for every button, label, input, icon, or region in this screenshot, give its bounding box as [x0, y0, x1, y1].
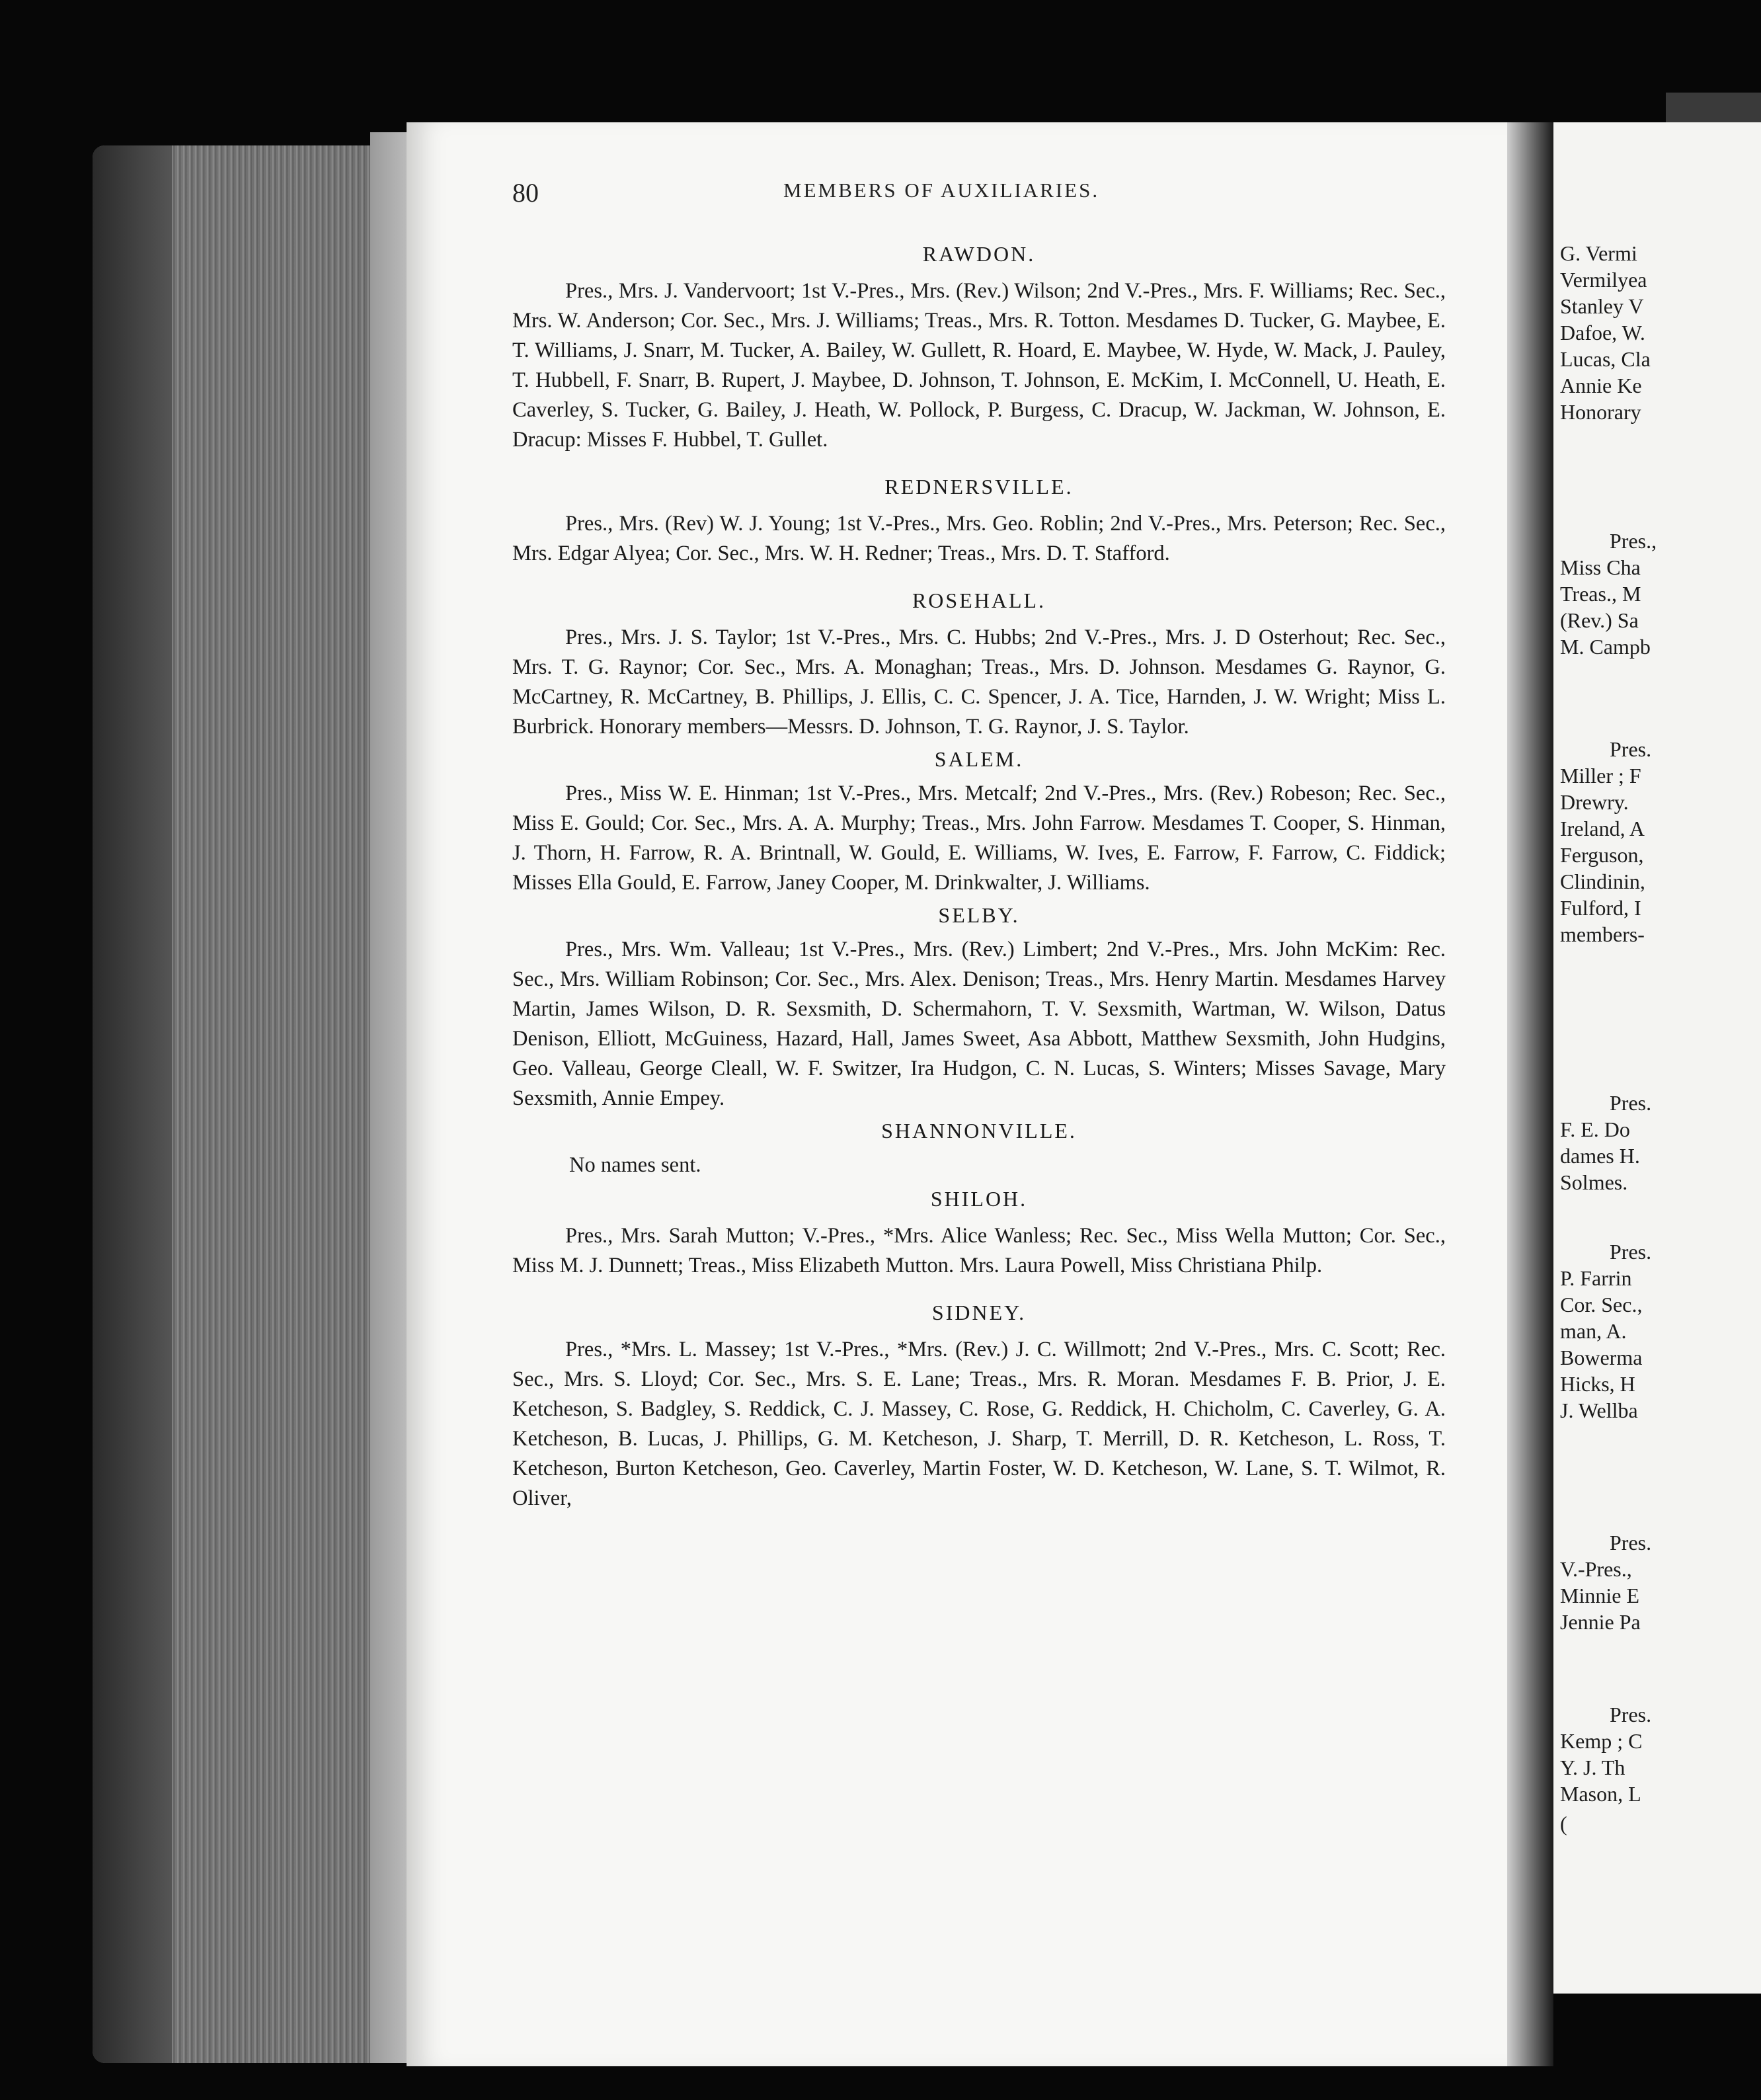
section-text: Pres., Mrs. (Rev) W. J. Young; 1st V.-Pres., Mrs. Geo. Roblin; 2nd V.-Pres., Mrs. Peterson; Rec. Sec., Mrs. Edgar Alyea; Cor. Sec., Mrs. W. H. Redner; Treas., Mrs. D. T. Stafford.	[512, 512, 1446, 565]
page-number: 80	[512, 178, 539, 208]
running-head: MEMBERS OF AUXILIARIES.	[783, 179, 1100, 202]
facing-page-line: Fulford, I	[1560, 896, 1641, 920]
section-title: RAWDON.	[922, 242, 1036, 266]
facing-page-line: Hicks, H	[1560, 1372, 1635, 1396]
facing-page-line: dames H.	[1560, 1144, 1640, 1168]
section-text: Pres., *Mrs. L. Massey; 1st V.-Pres., *Mrs. (Rev.) J. C. Willmott; 2nd V.-Pres., Mrs. C. Scott; Rec. Sec., Mrs. S. Lloyd; Cor. Sec., Mrs. S. E. Lane; Treas., Mrs. R. Moran. Mesdames F. B. Prior, J. E. Ketcheson, S. Badgley, S. Reddick, C. J. Massey, C. Rose, G. Reddick, H. Chicholm, C. Caverley, G. A. Ketcheson, B. Lucas, J. Phillips, G. M. Ketcheson, J. Sharp, T. Merrill, D. R. Ketcheson, L. Ross, T. Ketcheson, Burton Ketcheson, Geo. Caverley, Martin Foster, W. D. Ketcheson, W. Lane, S. T. Wilmot, R. Oliver,	[512, 1338, 1446, 1510]
facing-page-line: man, A.	[1560, 1319, 1627, 1343]
section-text: Pres., Miss W. E. Hinman; 1st V.-Pres., Mrs. Metcalf; 2nd V.-Pres., Mrs. (Rev.) Robeson; Rec. Sec., Miss E. Gould; Cor. Sec., Mrs. A. A. Murphy; Treas., Mrs. John Farrow. Mesdames T. Cooper, S. Hinman, J. Thorn, H. Farrow, R. A. Brintnall, W. Gould, E. Williams, W. Ives, E. Farrow, F. Farrow, C. Fiddick; Misses Ella Gould, E. Farrow, Janey Cooper, M. Drinkwalter, J. Williams.	[512, 782, 1446, 895]
section-rawdon	[512, 239, 1446, 455]
facing-page-line: Vermilyea	[1560, 268, 1647, 292]
facing-page-line: Y. J. Th	[1560, 1756, 1625, 1779]
facing-page-line: P. Farrin	[1560, 1266, 1632, 1290]
page-body	[512, 239, 1446, 1531]
facing-page-line: Dafoe, W.	[1560, 321, 1645, 344]
section-text: Pres., Mrs. J. S. Taylor; 1st V.-Pres., Mrs. C. Hubbs; 2nd V.-Pres., Mrs. J. D Osterhout; Rec. Sec., Mrs. T. G. Raynor; Cor. Sec., Mrs. A. Monaghan; Treas., Mrs. D. Johnson. Mesdames G. Raynor, G. McCartney, R. McCartney, B. Phillips, J. Ellis, C. C. Spencer, J. A. Tice, Harnden, J. W. Wright; Miss L. Burbrick. Honorary members—Messrs. D. Johnson, T. G. Raynor, J. S. Taylor.	[512, 626, 1446, 739]
section-title: SIDNEY.	[931, 1301, 1027, 1324]
facing-page-line: J. Wellba	[1560, 1398, 1638, 1422]
section-title: REDNERSVILLE.	[884, 475, 1074, 499]
facing-page-line: V.-Pres.,	[1560, 1557, 1632, 1581]
section-title: SELBY.	[938, 903, 1020, 927]
facing-page-line: Miss Cha	[1560, 555, 1641, 579]
section-text: Pres., Mrs. Sarah Mutton; V.-Pres., *Mrs. Alice Wanless; Rec. Sec., Miss Wella Mutton; Cor. Sec., Miss M. J. Dunnett; Treas., Miss Elizabeth Mutton. Mrs. Laura Powell, Miss Christiana Philp.	[512, 1224, 1446, 1277]
facing-page-line: Solmes.	[1560, 1170, 1628, 1194]
facing-page-line: Kemp ; C	[1560, 1729, 1643, 1753]
section-title: SHILOH.	[930, 1187, 1028, 1211]
facing-page-line: M. Campb	[1560, 635, 1651, 659]
facing-page-line: Clindinin,	[1560, 869, 1645, 893]
section-rednersville	[512, 472, 1446, 569]
section-title: ROSEHALL.	[912, 588, 1046, 612]
section-salem	[512, 745, 1446, 898]
section-shannonville	[512, 1116, 1446, 1180]
facing-page-line: Miller ; F	[1560, 764, 1641, 788]
section-shiloh	[512, 1184, 1446, 1281]
facing-page-line: Drewry.	[1560, 790, 1629, 814]
facing-page-line: Pres.	[1610, 1091, 1652, 1115]
facing-page-line: G. Vermi	[1560, 241, 1637, 265]
page-header	[512, 177, 1451, 217]
facing-page-line: Pres.	[1610, 1703, 1652, 1726]
section-rosehall	[512, 586, 1446, 742]
facing-page-line: F. E. Do	[1560, 1117, 1630, 1141]
section-note: No names sent.	[569, 1153, 701, 1177]
section-sidney	[512, 1298, 1446, 1514]
facing-page-line: Stanley V	[1560, 294, 1644, 318]
facing-page-line: Lucas, Cla	[1560, 347, 1651, 371]
section-title: SALEM.	[934, 747, 1024, 771]
facing-page-line: Pres.	[1610, 1240, 1652, 1264]
facing-page-line: members-	[1560, 922, 1645, 946]
facing-page-line: Pres.,	[1610, 529, 1657, 553]
section-selby	[512, 901, 1446, 1113]
facing-page-line: Minnie E	[1560, 1584, 1639, 1607]
facing-page-line: Ireland, A	[1560, 817, 1645, 840]
book-gutter	[1507, 122, 1553, 2066]
facing-page-line: Annie Ke	[1560, 374, 1642, 397]
section-text: Pres., Mrs. J. Vandervoort; 1st V.-Pres., Mrs. (Rev.) Wilson; 2nd V.-Pres., Mrs. F. Williams; Rec. Sec., Mrs. W. Anderson; Cor. Sec., Mrs. J. Williams; Treas., Mrs. R. Totton. Mesdames D. Tucker, G. Maybee, E. T. Williams, J. Snarr, M. Tucker, A. Bailey, W. Gullett, R. Hoard, E. Maybee, W. Hyde, W. Mack, J. Pauley, T. Hubbell, F. Snarr, B. Rupert, J. Maybee, D. Johnson, T. Johnson, E. McKim, I. McConnell, U. Heath, E. Caverley, S. Tucker, G. Bailey, J. Heath, W. Pollock, P. Burgess, C. Dracup, W. Jackman, W. Johnson, E. Dracup: Misses F. Hubbel, T. Gullet.	[512, 279, 1446, 452]
facing-page-line: Jennie Pa	[1560, 1610, 1641, 1634]
facing-page-line: (Rev.) Sa	[1560, 608, 1639, 632]
facing-page-line: Honorary	[1560, 400, 1641, 424]
section-title: SHANNONVILLE.	[881, 1119, 1077, 1143]
facing-page-line: Bowerma	[1560, 1346, 1643, 1369]
section-text: Pres., Mrs. Wm. Valleau; 1st V.-Pres., Mrs. (Rev.) Limbert; 2nd V.-Pres., Mrs. John McKim: Rec. Sec., Mrs. William Robinson; Cor. Sec., Mrs. Alex. Denison; Treas., Mrs. Henry Martin. Mesdames Harvey Martin, James Wilson, D. R. Sexsmith, D. Schermahorn, T. V. Sexsmith, Wartman, W. Wilson, Datus Denison, Elliott, McGuiness, Hazard, Hall, James Sweet, Asa Abbott, Matthew Sexsmith, John Hudgins, Geo. Valleau, George Cleall, W. F. Switzer, Ira Hudgon, C. N. Lucas, S. Winters; Misses Savage, Mary Sexsmith, Annie Empey.	[512, 938, 1446, 1110]
facing-page-line: Ferguson,	[1560, 843, 1644, 867]
facing-page	[1553, 122, 1761, 1994]
facing-page-line: Treas., M	[1560, 582, 1641, 606]
facing-page-line: (	[1560, 1812, 1567, 1836]
facing-page-line: Mason, L	[1560, 1782, 1641, 1806]
facing-page-line: Cor. Sec.,	[1560, 1293, 1643, 1316]
facing-page-line: Pres.	[1610, 737, 1652, 761]
facing-page-line: Pres.	[1610, 1531, 1652, 1555]
